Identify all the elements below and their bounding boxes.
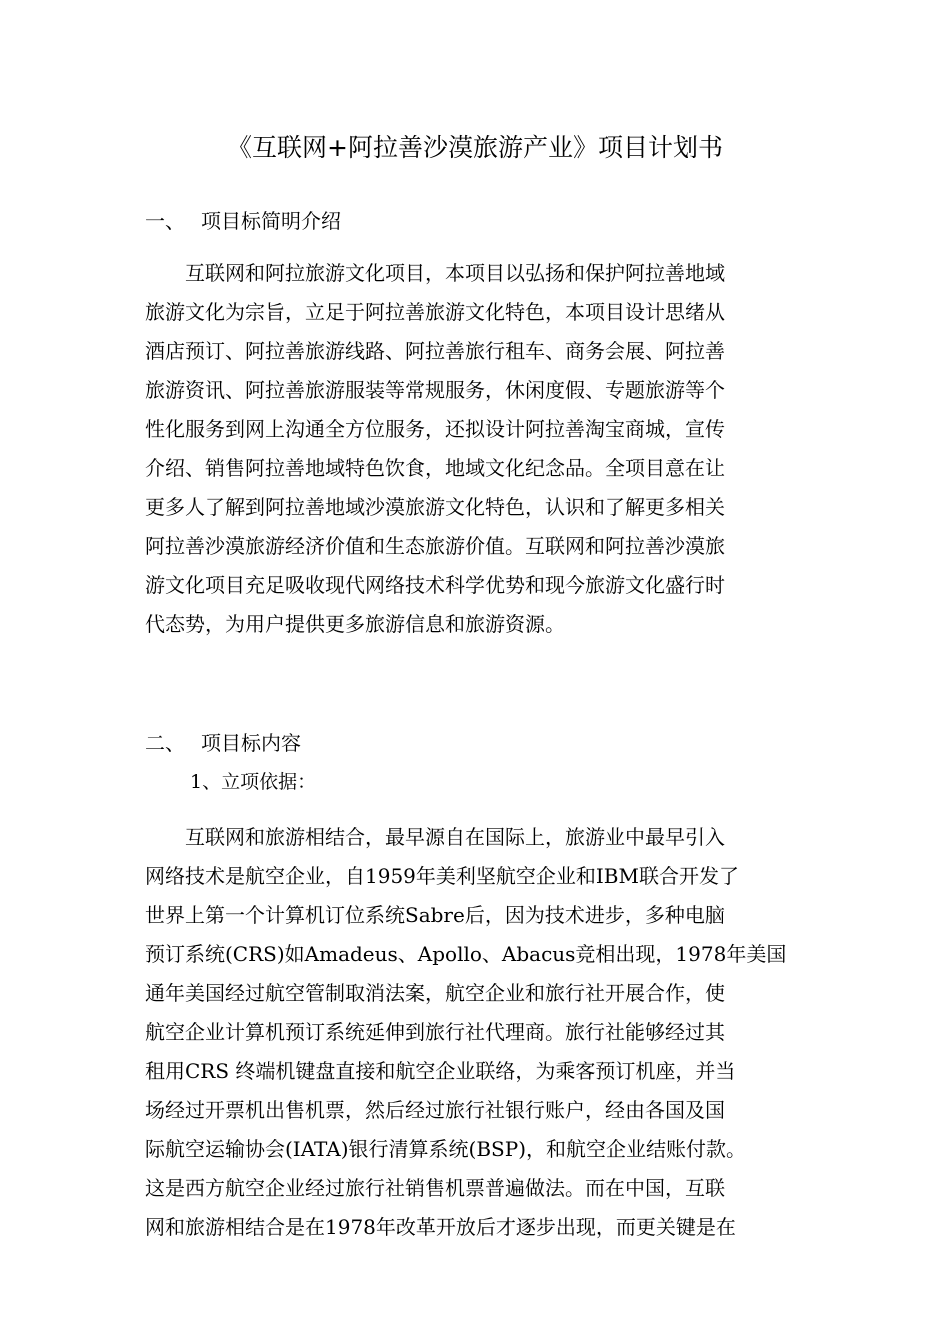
section-2-paragraph <box>145 818 807 1247</box>
paragraph-line: 游文化项目充足吸收现代网络技术科学优势和现今旅游文化盛行时 <box>145 573 725 597</box>
paragraph-line: 通年美国经过航空管制取消法案，航空企业和旅行社开展合作，使 <box>145 981 725 1005</box>
paragraph-line: 酒店预订、阿拉善旅游线路、阿拉善旅行租车、商务会展、阿拉善 <box>145 339 725 363</box>
paragraph-line: 旅游文化为宗旨，立足于阿拉善旅游文化特色，本项目设计思绪从 <box>145 300 725 324</box>
paragraph-line: 互联网和旅游相结合，最早源自在国际上，旅游业中最早引入 <box>145 825 725 849</box>
paragraph-line: 旅游资讯、阿拉善旅游服装等常规服务，休闲度假、专题旅游等个 <box>145 378 725 402</box>
paragraph-line: 代态势，为用户提供更多旅游信息和旅游资源。 <box>145 612 565 636</box>
section-2-title: 项目标内容 <box>201 731 301 755</box>
paragraph-line: 阿拉善沙漠旅游经济价值和生态旅游价值。互联网和阿拉善沙漠旅 <box>145 534 725 558</box>
paragraph-line: 世界上第一个计算机订位系统Sabre后，因为技术进步，多种电脑 <box>145 903 725 927</box>
section-2-subheading: 1、立项依据： <box>190 771 317 793</box>
paragraph-line: 更多人了解到阿拉善地域沙漠旅游文化特色，认识和了解更多相关 <box>145 495 725 519</box>
section-1-heading <box>145 206 341 236</box>
paragraph-line: 航空企业计算机预订系统延伸到旅行社代理商。旅行社能够经过其 <box>145 1020 725 1044</box>
section-2-number: 二、 <box>145 731 185 755</box>
paragraph-line: 预订系统(CRS)如Amadeus、Apollo、Abacus竞相出现，1978年美国 <box>145 942 787 966</box>
paragraph-line: 际航空运输协会(IATA)银行清算系统(BSP)，和航空企业结账付款。 <box>145 1137 747 1161</box>
section-1-title: 项目标简明介绍 <box>201 209 341 233</box>
paragraph-line: 这是西方航空企业经过旅行社销售机票普遍做法。而在中国，互联 <box>145 1176 725 1200</box>
paragraph-line: 互联网和阿拉旅游文化项目，本项目以弘扬和保护阿拉善地域 <box>145 261 725 285</box>
section-1-paragraph <box>145 254 807 644</box>
section-2-heading <box>145 728 301 758</box>
document-title: 《互联网+阿拉善沙漠旅游产业》项目计划书 <box>227 133 723 162</box>
paragraph-line: 网络技术是航空企业，自1959年美利坚航空企业和IBM联合开发了 <box>145 864 739 888</box>
paragraph-line: 场经过开票机出售机票，然后经过旅行社银行账户，经由各国及国 <box>145 1098 725 1122</box>
section-1-number: 一、 <box>145 209 185 233</box>
paragraph-line: 性化服务到网上沟通全方位服务，还拟设计阿拉善淘宝商城，宣传 <box>145 417 725 441</box>
paragraph-line: 介绍、销售阿拉善地域特色饮食，地域文化纪念品。全项目意在让 <box>145 456 725 480</box>
paragraph-line: 租用CRS 终端机键盘直接和航空企业联络，为乘客预订机座，并当 <box>145 1059 736 1083</box>
paragraph-line: 网和旅游相结合是在1978年改革开放后才逐步出现，而更关键是在 <box>145 1215 736 1239</box>
